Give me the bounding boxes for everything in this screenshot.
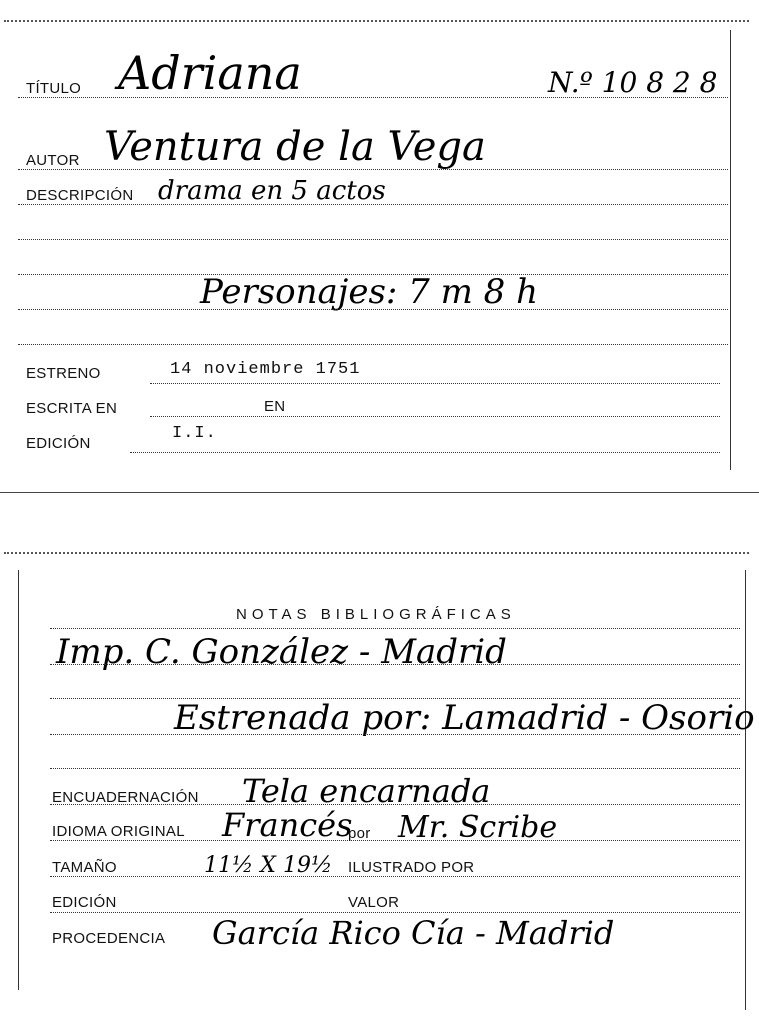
titulo-value: Adriana <box>118 46 302 100</box>
notes-line-2 <box>50 664 740 665</box>
note-1: Imp. C. González - Madrid <box>56 632 507 672</box>
blank-line-4 <box>18 344 728 345</box>
notes-line-1 <box>50 628 740 629</box>
catalog-card-top <box>0 0 759 492</box>
idioma-label: IDIOMA ORIGINAL <box>52 823 185 840</box>
numero-value: N.º 10 8 2 8 <box>548 66 718 99</box>
tamano-line <box>50 876 740 877</box>
procedencia-label: PROCEDENCIA <box>52 930 166 947</box>
por-label: por <box>348 825 371 842</box>
traductor-value: Mr. Scribe <box>398 810 558 845</box>
autor-value: Ventura de la Vega <box>104 124 486 170</box>
estreno-label: ESTRENO <box>26 365 101 382</box>
edicion-line <box>50 912 740 913</box>
tamano-value: 11½ X 19½ <box>204 853 333 878</box>
encuadernacion-label: ENCUADERNACIÓN <box>52 789 199 806</box>
edicion-label: EDICIÓN <box>26 435 91 452</box>
idioma-line <box>50 840 740 841</box>
idioma-value: Francés <box>222 806 353 844</box>
blank-line-1 <box>18 239 728 240</box>
personajes-value: Personajes: 7 m 8 h <box>200 272 539 312</box>
card-left-edge <box>18 570 19 990</box>
en-label: EN <box>264 398 286 415</box>
tamano-label: TAMAÑO <box>52 859 117 876</box>
edicion-line <box>130 452 720 453</box>
card-right-edge <box>745 570 746 1010</box>
edicion-value: I.I. <box>172 424 217 443</box>
autor-label: AUTOR <box>26 152 80 169</box>
estreno-value: 14 noviembre 1751 <box>170 360 361 379</box>
card-divider <box>0 492 759 493</box>
titulo-label: TÍTULO <box>26 80 82 97</box>
estreno-line <box>150 383 720 384</box>
encuadernacion-value: Tela encarnada <box>242 772 491 810</box>
catalog-card-bottom <box>0 540 759 1028</box>
edicion-label: EDICIÓN <box>52 894 117 911</box>
blank-line-3 <box>18 309 728 310</box>
descripcion-value: drama en 5 actos <box>158 176 386 206</box>
card-right-edge <box>730 30 731 470</box>
valor-label: VALOR <box>348 894 400 911</box>
escrita-line <box>150 416 720 417</box>
notas-heading: NOTAS BIBLIOGRÁFICAS <box>236 606 516 623</box>
perforated-edge <box>4 552 749 554</box>
notes-line-5 <box>50 768 740 769</box>
notes-line-4 <box>50 734 740 735</box>
escrita-en-label: ESCRITA EN <box>26 400 118 417</box>
descripcion-label: DESCRIPCIÓN <box>26 187 134 204</box>
note-2: Estrenada por: Lamadrid - Osorio <box>174 698 755 738</box>
ilustrado-label: ILUSTRADO POR <box>348 859 475 876</box>
perforated-edge <box>4 20 749 22</box>
procedencia-value: García Rico Cía - Madrid <box>212 914 615 952</box>
